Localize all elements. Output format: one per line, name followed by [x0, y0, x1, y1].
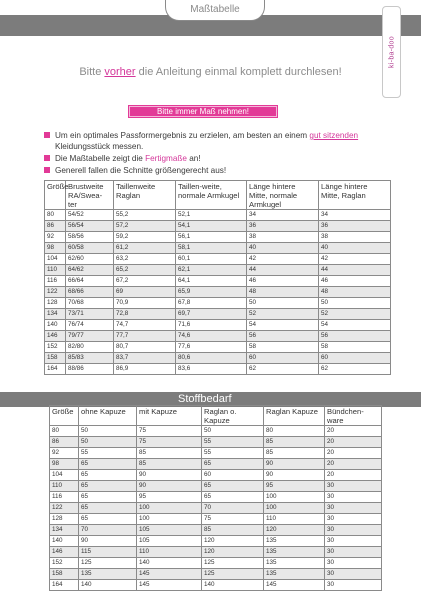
table-row [50, 459, 382, 470]
table-row [45, 232, 391, 243]
table-cell: 60 [202, 470, 264, 481]
table-cell: 98 [45, 243, 66, 254]
table-cell: 30 [325, 525, 382, 536]
table-cell: 80 [45, 210, 66, 221]
table-cell: 56/54 [66, 221, 114, 232]
table-header-row [45, 181, 391, 210]
table-cell: 79/77 [66, 331, 114, 342]
table-row [45, 364, 391, 375]
table-header-row [50, 406, 382, 426]
table-cell: 50 [202, 426, 264, 437]
column-header: Bündchen-ware [325, 406, 382, 426]
table-cell: 69 [114, 287, 176, 298]
table-cell: 65 [202, 481, 264, 492]
table-cell: 63,2 [114, 254, 176, 265]
table-cell: 146 [50, 547, 79, 558]
table-cell: 116 [50, 492, 79, 503]
table-cell: 100 [137, 503, 202, 514]
table-cell: 92 [50, 448, 79, 459]
table-cell: 120 [202, 536, 264, 547]
table-cell: 56 [319, 331, 391, 342]
table-cell: 110 [45, 265, 66, 276]
table-cell: 104 [45, 254, 66, 265]
table-row [50, 426, 382, 437]
table-cell: 88/86 [66, 364, 114, 375]
table-cell: 85 [137, 448, 202, 459]
table-cell: 74,6 [176, 331, 247, 342]
table-cell: 116 [45, 276, 66, 287]
table-cell: 67,8 [176, 298, 247, 309]
size-table [44, 180, 391, 375]
table-cell: 71,6 [176, 320, 247, 331]
table-row [50, 558, 382, 569]
table-row [45, 243, 391, 254]
table-cell: 42 [247, 254, 319, 265]
fabric-section-title: Stoffbedarf [178, 393, 232, 405]
table-cell: 68/66 [66, 287, 114, 298]
table-cell: 36 [319, 221, 391, 232]
table-cell: 122 [50, 503, 79, 514]
table-cell: 20 [325, 459, 382, 470]
table-cell: 164 [50, 580, 79, 591]
table-cell: 72,8 [114, 309, 176, 320]
table-cell: 30 [325, 503, 382, 514]
table-cell: 60/58 [66, 243, 114, 254]
table-cell: 77,7 [114, 331, 176, 342]
table-cell: 80 [50, 426, 79, 437]
table-cell: 30 [325, 536, 382, 547]
table-cell: 104 [50, 470, 79, 481]
table-cell: 30 [325, 558, 382, 569]
table-cell: 55 [79, 448, 137, 459]
bullet-list [44, 130, 394, 177]
page-title: Maßtabelle [165, 0, 265, 21]
column-header: ohne Kapuze [79, 406, 137, 426]
table-cell: 70/68 [66, 298, 114, 309]
column-header: Größe [45, 181, 66, 210]
table-cell: 105 [137, 536, 202, 547]
table-cell: 44 [319, 265, 391, 276]
table-cell: 46 [247, 276, 319, 287]
column-header: Länge hintere Mitte, normale Armkugel [247, 181, 319, 210]
table-cell: 86 [45, 221, 66, 232]
table-cell: 40 [247, 243, 319, 254]
table-row [45, 309, 391, 320]
table-cell: 120 [202, 547, 264, 558]
column-header: Raglan Kapuze [264, 406, 325, 426]
bullet-highlight: Fertigmaße [145, 154, 187, 163]
table-cell: 86 [50, 437, 79, 448]
table-cell: 95 [137, 492, 202, 503]
table-cell: 70,9 [114, 298, 176, 309]
table-cell: 65 [79, 514, 137, 525]
table-cell: 34 [247, 210, 319, 221]
table-cell: 20 [325, 426, 382, 437]
table-cell: 90 [79, 536, 137, 547]
table-cell: 67,2 [114, 276, 176, 287]
table-cell: 80 [264, 426, 325, 437]
table-row [45, 331, 391, 342]
instruction-headline [0, 66, 421, 78]
table-cell: 145 [264, 580, 325, 591]
bullet-text: Generell fallen die Schnitte größengerecht aus! [55, 166, 227, 175]
table-cell: 74,7 [114, 320, 176, 331]
table-cell: 65 [202, 459, 264, 470]
table-row [45, 254, 391, 265]
headline-emphasis: vorher [104, 66, 136, 78]
table-cell: 69,7 [176, 309, 247, 320]
table-row [50, 448, 382, 459]
table-cell: 135 [264, 558, 325, 569]
table-cell: 52,1 [176, 210, 247, 221]
table-cell: 140 [79, 580, 137, 591]
bullet-item [44, 130, 394, 152]
table-row [45, 210, 391, 221]
table-cell: 164 [45, 364, 66, 375]
table-row [45, 320, 391, 331]
table-cell: 110 [50, 481, 79, 492]
table-cell: 62/60 [66, 254, 114, 265]
table-cell: 20 [325, 448, 382, 459]
table-cell: 100 [137, 514, 202, 525]
bullet-item [44, 165, 394, 176]
bullet-highlight: gut sitzenden [309, 131, 359, 140]
table-cell: 140 [45, 320, 66, 331]
table-row [45, 342, 391, 353]
table-cell: 62 [319, 364, 391, 375]
table-row [50, 536, 382, 547]
column-header: Taillen-weite, normale Armkugel [176, 181, 247, 210]
table-row [50, 503, 382, 514]
table-cell: 65 [79, 470, 137, 481]
brand-tag [382, 6, 401, 98]
table-cell: 50 [247, 298, 319, 309]
table-cell: 134 [45, 309, 66, 320]
table-row [45, 298, 391, 309]
column-header: mit Kapuze [137, 406, 202, 426]
table-cell: 125 [202, 558, 264, 569]
table-row [50, 481, 382, 492]
table-cell: 125 [202, 569, 264, 580]
table-cell: 65,2 [114, 265, 176, 276]
table-cell: 82/80 [66, 342, 114, 353]
table-cell: 62 [247, 364, 319, 375]
table-row [50, 547, 382, 558]
table-cell: 75 [137, 437, 202, 448]
table-cell: 62,1 [176, 265, 247, 276]
column-header: Taillenweite Raglan [114, 181, 176, 210]
table-cell: 86,9 [114, 364, 176, 375]
table-cell: 80,6 [176, 353, 247, 364]
table-cell: 61,2 [114, 243, 176, 254]
table-cell: 92 [45, 232, 66, 243]
table-cell: 146 [45, 331, 66, 342]
table-cell: 20 [325, 470, 382, 481]
table-cell: 50 [79, 426, 137, 437]
table-cell: 57,2 [114, 221, 176, 232]
table-row [50, 525, 382, 536]
table-cell: 30 [325, 492, 382, 503]
brand-tag-label: ki-ba-doo [388, 36, 395, 68]
table-cell: 36 [247, 221, 319, 232]
table-cell: 48 [319, 287, 391, 298]
table-cell: 58/56 [66, 232, 114, 243]
table-cell: 58 [319, 342, 391, 353]
table-cell: 54,1 [176, 221, 247, 232]
table-cell: 70 [202, 503, 264, 514]
table-row [45, 265, 391, 276]
table-cell: 152 [45, 342, 66, 353]
table-row [45, 287, 391, 298]
table-cell: 64,1 [176, 276, 247, 287]
table-cell: 50 [79, 437, 137, 448]
table-cell: 52 [247, 309, 319, 320]
table-cell: 52 [319, 309, 391, 320]
table-cell: 145 [137, 580, 202, 591]
table-row [45, 276, 391, 287]
table-cell: 65 [79, 459, 137, 470]
table-cell: 135 [79, 569, 137, 580]
table-cell: 85 [137, 459, 202, 470]
table-cell: 100 [264, 492, 325, 503]
table-cell: 105 [137, 525, 202, 536]
table-cell: 90 [264, 470, 325, 481]
table-cell: 75 [202, 514, 264, 525]
table-cell: 46 [319, 276, 391, 287]
table-cell: 85 [202, 525, 264, 536]
table-cell: 40 [319, 243, 391, 254]
table-cell: 65 [79, 503, 137, 514]
table-cell: 76/74 [66, 320, 114, 331]
table-cell: 145 [137, 569, 202, 580]
table-cell: 38 [247, 232, 319, 243]
table-cell: 55,2 [114, 210, 176, 221]
table-cell: 56 [247, 331, 319, 342]
table-cell: 58,1 [176, 243, 247, 254]
table-cell: 85/83 [66, 353, 114, 364]
table-cell: 65 [79, 492, 137, 503]
table-cell: 90 [137, 481, 202, 492]
table-cell: 70 [79, 525, 137, 536]
table-cell: 134 [50, 525, 79, 536]
table-cell: 135 [264, 547, 325, 558]
table-cell: 64/62 [66, 265, 114, 276]
table-cell: 128 [50, 514, 79, 525]
table-cell: 135 [264, 569, 325, 580]
table-cell: 110 [264, 514, 325, 525]
table-cell: 30 [325, 514, 382, 525]
bullet-item [44, 153, 394, 164]
table-row [50, 580, 382, 591]
column-header: Raglan o. Kapuze [202, 406, 264, 426]
table-cell: 135 [264, 536, 325, 547]
table-cell: 65 [202, 492, 264, 503]
table-cell: 55 [202, 448, 264, 459]
table-cell: 158 [50, 569, 79, 580]
table-cell: 90 [264, 459, 325, 470]
headline-part2: die Anleitung einmal komplett durchlesen! [135, 66, 342, 78]
table-cell: 56,1 [176, 232, 247, 243]
table-cell: 54/52 [66, 210, 114, 221]
table-cell: 60 [319, 353, 391, 364]
table-cell: 60 [247, 353, 319, 364]
table-cell: 30 [325, 580, 382, 591]
table-cell: 85 [264, 448, 325, 459]
table-cell: 30 [325, 481, 382, 492]
table-cell: 38 [319, 232, 391, 243]
table-cell: 152 [50, 558, 79, 569]
table-cell: 59,2 [114, 232, 176, 243]
table-cell: 54 [319, 320, 391, 331]
table-cell: 140 [50, 536, 79, 547]
table-cell: 42 [319, 254, 391, 265]
table-cell: 100 [264, 503, 325, 514]
bullet-text: Kleidungsstück messen. [55, 142, 144, 151]
table-row [45, 353, 391, 364]
column-header: Länge hintere Mitte, Raglan [319, 181, 391, 210]
bullet-text: an! [186, 154, 201, 163]
table-cell: 125 [79, 558, 137, 569]
table-cell: 54 [247, 320, 319, 331]
table-cell: 140 [137, 558, 202, 569]
table-cell: 128 [45, 298, 66, 309]
table-cell: 65 [79, 481, 137, 492]
table-cell: 73/71 [66, 309, 114, 320]
table-cell: 34 [319, 210, 391, 221]
table-cell: 120 [264, 525, 325, 536]
table-cell: 48 [247, 287, 319, 298]
table-cell: 50 [319, 298, 391, 309]
table-cell: 75 [137, 426, 202, 437]
table-cell: 77,6 [176, 342, 247, 353]
table-cell: 60,1 [176, 254, 247, 265]
table-cell: 83,6 [176, 364, 247, 375]
table-cell: 110 [137, 547, 202, 558]
table-cell: 65,9 [176, 287, 247, 298]
table-cell: 95 [264, 481, 325, 492]
table-cell: 90 [137, 470, 202, 481]
table-row [45, 221, 391, 232]
bullet-text: Um ein optimales Passformergebnis zu erzielen, am besten an einem [55, 131, 310, 140]
table-cell: 83,7 [114, 353, 176, 364]
table-cell: 115 [79, 547, 137, 558]
fabric-table [49, 405, 382, 591]
table-row [50, 470, 382, 481]
table-cell: 66/64 [66, 276, 114, 287]
table-row [50, 437, 382, 448]
table-cell: 20 [325, 437, 382, 448]
table-cell: 98 [50, 459, 79, 470]
measure-notice: Bitte immer Maß nehmen! [128, 105, 278, 118]
headline-part1: Bitte [79, 66, 105, 78]
column-header: Größe [50, 406, 79, 426]
table-cell: 55 [202, 437, 264, 448]
table-cell: 158 [45, 353, 66, 364]
table-cell: 58 [247, 342, 319, 353]
table-cell: 30 [325, 569, 382, 580]
table-cell: 44 [247, 265, 319, 276]
column-header: Brustweite RA/Swea-ter [66, 181, 114, 210]
table-cell: 140 [202, 580, 264, 591]
bullet-text: Die Maßtabelle zeigt die [55, 154, 146, 163]
table-cell: 85 [264, 437, 325, 448]
table-row [50, 514, 382, 525]
table-cell: 122 [45, 287, 66, 298]
table-row [50, 492, 382, 503]
table-cell: 80,7 [114, 342, 176, 353]
table-cell: 30 [325, 547, 382, 558]
table-row [50, 569, 382, 580]
